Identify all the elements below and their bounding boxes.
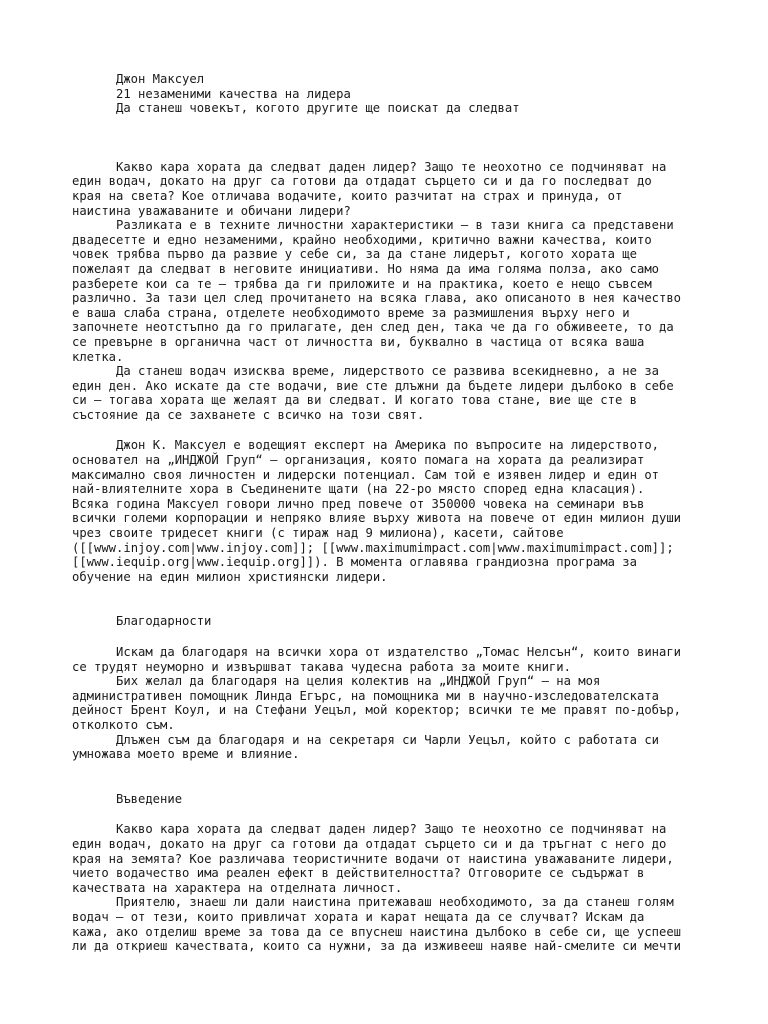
section-heading-introduction: Въведение [116,791,183,806]
introduction-paragraph-2 [72,895,702,953]
text-line: качествата на характера на отделната личност. [72,880,403,895]
text-line: максимално своя личностен и лидерски потенциал. Сам той е изявен лидер и един от [72,467,659,482]
text-line: най-влиятелните хора в Съединените щати (на 22-ро място според една класация). [72,482,645,497]
text-line: си — тогава хората ще желаят да ви следват. И когато това стане, вие ще сте в [72,393,637,408]
text-line: се трудят неуморно и извършват такава чудесна работа за моите книги. [72,659,571,674]
text-line: чието водачество има реален ефект в действителността? Отговорите се съдържат в [72,866,645,881]
text-line: основател на „ИНДЖОЙ Груп“ — организация, която помага на хората да реализират [72,453,645,468]
text-line: дейност Брент Коул, и на Стефани Уецъл, мой коректор; всички те ме правят по-добър, [72,703,682,718]
text-line: ([[www.injoy.com|www.injoy.com]]; [[www.maximumimpact.com|www.maximumimpact.com]]; [72,540,674,555]
text-line: умножава моето време и влияние. [72,747,300,762]
spacer [72,762,702,792]
intro-paragraph-3 [72,364,702,422]
text-line: Длъжен съм да благодаря и на секретаря си Чарли Уецъл, който с работата си [72,732,659,747]
text-line: Приятелю, знаеш ли дали наистина притежаваш необходимото, за да станеш голям [72,895,674,910]
section-heading-thanks: Благодарности [116,614,212,629]
text-line: всички големи корпорации и непряко влияе върху живота на повече от един милион души [72,511,682,526]
text-line: водач — от тези, които привличат хората и карат нещата да се случват? Искам да [72,909,645,924]
text-line: е ваша слаба страна, отделете необходимото време за размишления върху него и [72,305,630,320]
text-line: един ден. Ако искате да сте водачи, вие сте длъжни да бъдете лидери дълбоко в себе [72,378,674,393]
text-line: [[www.iequip.org|www.iequip.org]]). В момента оглавява грандиозна програма за [72,555,637,570]
thanks-paragraph-2 [72,674,702,732]
thanks-paragraph-3 [72,733,702,762]
introduction-paragraph-1 [72,822,702,895]
text-line: пожелаят да следват в неговите инициативи. Но няма да има голяма полза, ако само [72,261,659,276]
text-line: края на света? Кое отличава водачите, които разчитат на страх и принуда, от [72,188,623,203]
text-line: отколкото съм. [72,717,175,732]
text-line: Какво кара хората да следват даден лидер? Защо те неохотно се подчиняват на [72,822,667,837]
author-name: Джон Максуел [116,72,205,86]
text-line: кажа, ако отделиш време за това да се впуснеш наистина дълбоко в себе си, ще успееш [72,924,682,939]
text-line: един водач, докато на друг са готови да отдадат сърцето си и да го последват до [72,174,652,189]
text-line: клетка. [72,349,124,364]
text-line: Джон К. Максуел е водещият експерт на Америка по въпросите на лидерството, [72,438,659,453]
text-line: обучение на един милион християнски лидери. [72,569,388,584]
text-line: човек трябва първо да развие у себе си, за да стане лидерът, когото хората ще [72,247,637,262]
text-line: един водач, докато на друг са готови да отдадат сърцето си и да тръгнат с него до [72,836,667,851]
text-line: двадесетте и едно незаменими, крайно необходими, критично важни качества, които [72,232,652,247]
document-header [72,72,702,116]
text-line: разберете кои са те — трябва да ги приложите и на практика, което е нещо съвсем [72,276,652,291]
intro-paragraph-2 [72,218,702,364]
intro-paragraph-1 [72,160,702,218]
text-line: Всяка година Максуел говори лично пред повече от 350000 човека на семинари във [72,496,645,511]
spacer [72,422,702,438]
book-title: 21 незаменими качества на лидера [116,86,351,101]
book-subtitle: Да станеш човекът, когото другите ще поискат да следват [116,101,520,116]
text-line: чрез своите тридесет книги (с тираж над 9 милиона), касети, сайтове [72,526,564,541]
spacer [72,806,702,822]
text-line: състояние да се захванете с всичко на този свят. [72,407,425,422]
spacer [72,116,702,160]
text-line: Какво кара хората да следват даден лидер? Защо те неохотно се подчиняват на [72,159,667,174]
document-page [72,72,702,954]
text-line: Бих желал да благодаря на целия колектив на „ИНДЖОЙ Груп“ — на моя [72,674,601,689]
text-line: се превърне в органична част от личността ви, буквално в частица от всяка ваша [72,334,645,349]
text-line: различно. За тази цел след прочитането на всяка глава, ако описаното в нея качество [72,291,682,306]
thanks-paragraph-1 [72,645,702,674]
text-line: Искам да благодаря на всички хора от издателство „Томас Нелсън“, които винаги [72,645,682,659]
text-line: Разликата е в техните личностни характеристики — в тази книга са представени [72,218,674,233]
text-line: административен помощник Линда Егърс, на помощника ми в научно-изследователската [72,688,659,703]
text-line: края на земята? Кое различава теористичните водачи от наистина уважаваните лидери, [72,851,674,866]
text-line: започнете неотстъпно да го прилагате, ден след ден, така че да го обживеете, то да [72,320,674,335]
text-line: ли да откриеш качествата, които са нужни, за да изживееш наяве най-смелите си мечти [72,939,682,954]
spacer [72,629,702,645]
text-line: наистина уважаваните и обичани лидери? [72,203,351,218]
text-line: Да станеш водач изисква време, лидерството се развива всекидневно, а не за [72,364,659,379]
spacer [72,584,702,614]
about-author-paragraph [72,438,702,584]
